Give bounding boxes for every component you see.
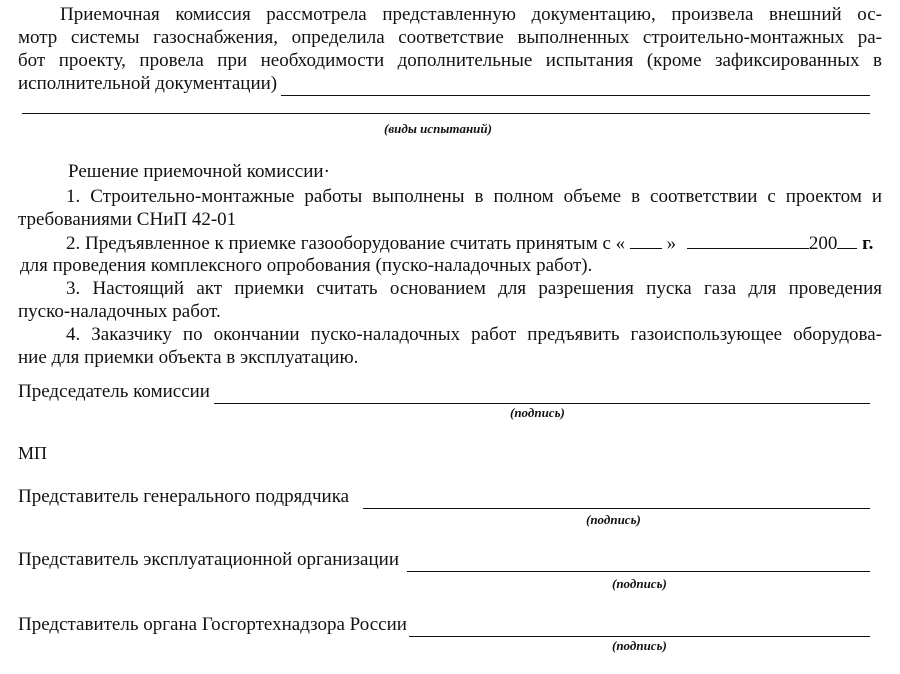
chairman-label: Председатель комиссии xyxy=(18,381,210,402)
general-contractor-caption: (подпись) xyxy=(586,512,641,527)
chairman-signature-line[interactable] xyxy=(214,386,870,404)
item2-year-suffix: г. xyxy=(862,233,874,254)
intro-line-2: мотр системы газоснабжения, определила соответствие выполненных строительно-монтажных ра- xyxy=(18,27,882,48)
item1-line-1: 1. Строительно-монтажные работы выполнены в полном объеме в соответствии с проектом и xyxy=(66,186,882,207)
general-contractor-signature-line[interactable] xyxy=(363,491,870,509)
general-contractor-label: Представитель генерального подрядчика xyxy=(18,486,350,507)
tests-caption: (виды испытаний) xyxy=(384,121,492,136)
item2-day-blank[interactable] xyxy=(630,232,662,249)
item2-line-1 xyxy=(66,232,882,256)
intro-line-3: бот проекту, провела при необходимости дополнительные испытания (кроме зафиксированных в xyxy=(18,50,882,71)
item2-year: 200 xyxy=(808,233,838,254)
stamp-label: МП xyxy=(18,443,48,463)
item2-quote-close: » xyxy=(666,233,677,254)
item4-line-2: ние для приемки объекта в эксплуатацию. xyxy=(18,347,359,368)
operating-org-caption: (подпись) xyxy=(612,576,667,591)
gosgortekhnadzor-caption: (подпись) xyxy=(612,638,667,653)
operating-org-signature-line[interactable] xyxy=(407,554,870,572)
general-contractor-row xyxy=(18,486,870,509)
intro-line-4: исполнительной документации) xyxy=(18,73,278,94)
tests-fill-line-1[interactable] xyxy=(281,78,870,96)
decision-heading-row xyxy=(18,161,882,184)
intro-line-1 xyxy=(18,4,882,27)
operating-org-row xyxy=(18,549,870,572)
decision-heading: Решение приемочной комиссии· xyxy=(68,161,330,182)
tests-fill-line-2[interactable] xyxy=(22,113,870,114)
intro-text-1: Приемочная комиссия рассмотрела представленную документацию, произвела внешний ос- xyxy=(60,4,882,25)
item4-line-1: 4. Заказчику по окончании пуско-наладочных работ предъявить газоиспользующее оборудова- xyxy=(66,324,882,345)
gosgortekhnadzor-label: Представитель органа Госгортехнадзора России xyxy=(18,614,407,635)
gosgortekhnadzor-row xyxy=(18,614,870,637)
item3-line-2: пуско-наладочных работ. xyxy=(18,301,221,322)
item2-year-blank[interactable] xyxy=(837,232,857,249)
item1-line-2: требованиями СНиП 42-01 xyxy=(18,209,237,230)
intro-line-4-row xyxy=(18,73,870,96)
item2-prefix: 2. Предъявленное к приемке газооборудование считать принятым с « xyxy=(66,233,626,254)
chairman-row xyxy=(18,381,870,404)
operating-org-label: Представитель эксплуатационной организации xyxy=(18,549,399,570)
item3-line-1: 3. Настоящий акт приемки считать основанием для разрешения пуска газа для проведения xyxy=(66,278,882,299)
gosgortekhnadzor-signature-line[interactable] xyxy=(409,619,870,637)
chairman-caption: (подпись) xyxy=(510,405,565,420)
item2-line-2: для проведения комплексного опробования (пуско-наладочных работ). xyxy=(20,255,593,276)
item2-month-blank[interactable] xyxy=(687,232,809,249)
